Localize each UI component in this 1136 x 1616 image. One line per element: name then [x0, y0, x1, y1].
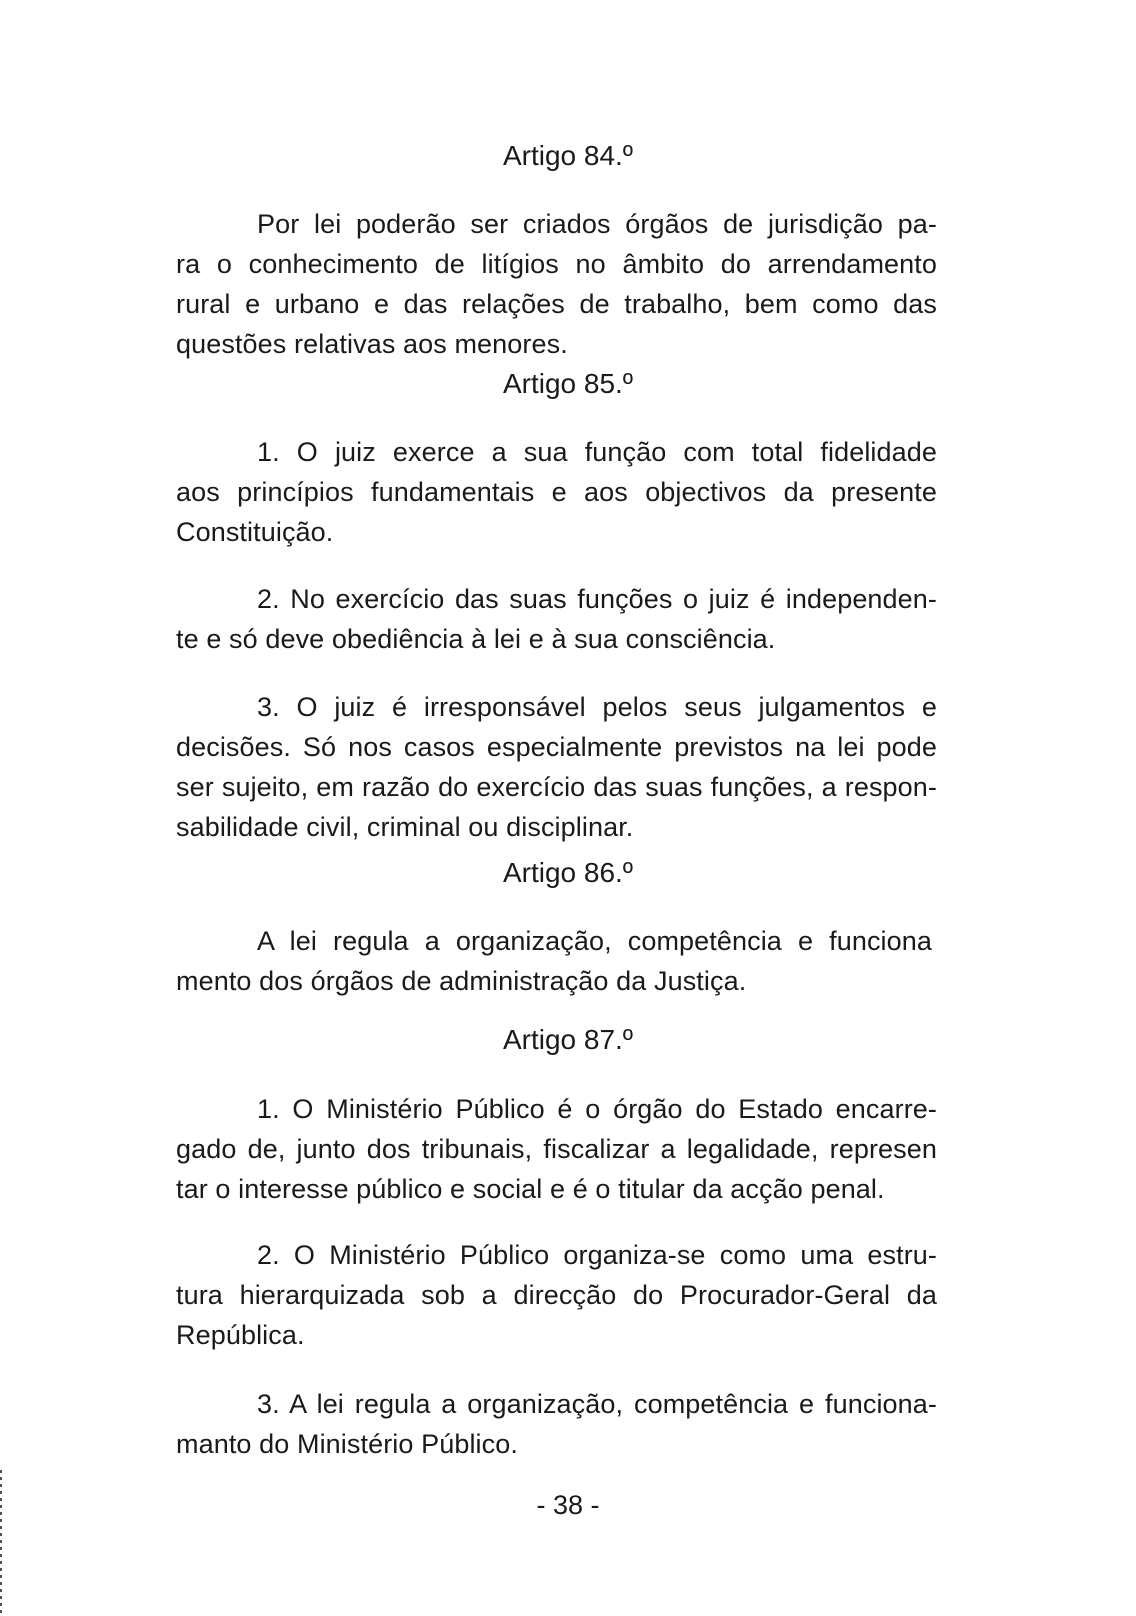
article-87-p1-line-2: gado de, junto dos tribunais, fiscalizar a legalidade, represen: [176, 1134, 937, 1164]
article-85-p1-line-1: 1. O juiz exerce a sua função com total fidelidade: [257, 437, 937, 467]
article-87-p1-line-1: 1. O Ministério Público é o órgão do Estado encarre-: [257, 1094, 937, 1124]
page-number: - 38 -: [536, 1490, 600, 1520]
article-87-p2-line-2: tura hierarquizada sob a direcção do Procurador-Geral da: [176, 1280, 937, 1310]
article-85-p3-line-3: ser sujeito, em razão do exercício das suas funções, a respon-: [176, 772, 937, 802]
article-87-p3-line-2: manto do Ministério Público.: [176, 1429, 518, 1459]
article-87-p3-line-1: 3. A lei regula a organização, competência e funciona-: [257, 1389, 937, 1419]
article-85-heading: Artigo 85.º: [502, 368, 634, 399]
article-85-p3-line-1: 3. O juiz é irresponsável pelos seus julgamentos e: [257, 692, 937, 722]
article-85-p3-line-4: sabilidade civil, criminal ou disciplinar.: [176, 812, 634, 842]
article-86-heading: Artigo 86.º: [502, 857, 634, 888]
article-86-line-2: mento dos órgãos de administração da Justiça.: [176, 966, 747, 996]
article-87-p2-line-3: República.: [176, 1320, 305, 1350]
article-84-line-2: ra o conhecimento de litígios no âmbito do arrendamento: [176, 249, 937, 279]
article-87-p2-line-1: 2. O Ministério Público organiza-se como uma estru-: [257, 1240, 937, 1270]
article-85-p3-line-2: decisões. Só nos casos especialmente previstos na lei pode: [176, 732, 937, 762]
article-85-p2-line-1: 2. No exercício das suas funções o juiz é independen-: [257, 584, 937, 614]
article-84-line-3: rural e urbano e das relações de trabalho, bem como das: [176, 289, 937, 319]
scan-edge-mark: [0, 1470, 2, 1616]
article-85-p2-line-2: te e só deve obediência à lei e à sua consciência.: [176, 624, 776, 654]
article-85-p1-line-2: aos princípios fundamentais e aos objectivos da presente: [176, 477, 937, 507]
article-84-line-4: questões relativas aos menores.: [176, 329, 568, 359]
article-84-heading: Artigo 84.º: [502, 140, 634, 171]
article-85-p1-line-3: Constituição.: [176, 517, 334, 547]
article-87-heading: Artigo 87.º: [502, 1024, 634, 1055]
article-84-line-1: Por lei poderão ser criados órgãos de jurisdição pa-: [257, 209, 937, 239]
article-87-p1-line-3: tar o interesse público e social e é o titular da acção penal.: [176, 1174, 885, 1204]
article-86-line-1: A lei regula a organização, competência e funciona: [257, 926, 932, 956]
